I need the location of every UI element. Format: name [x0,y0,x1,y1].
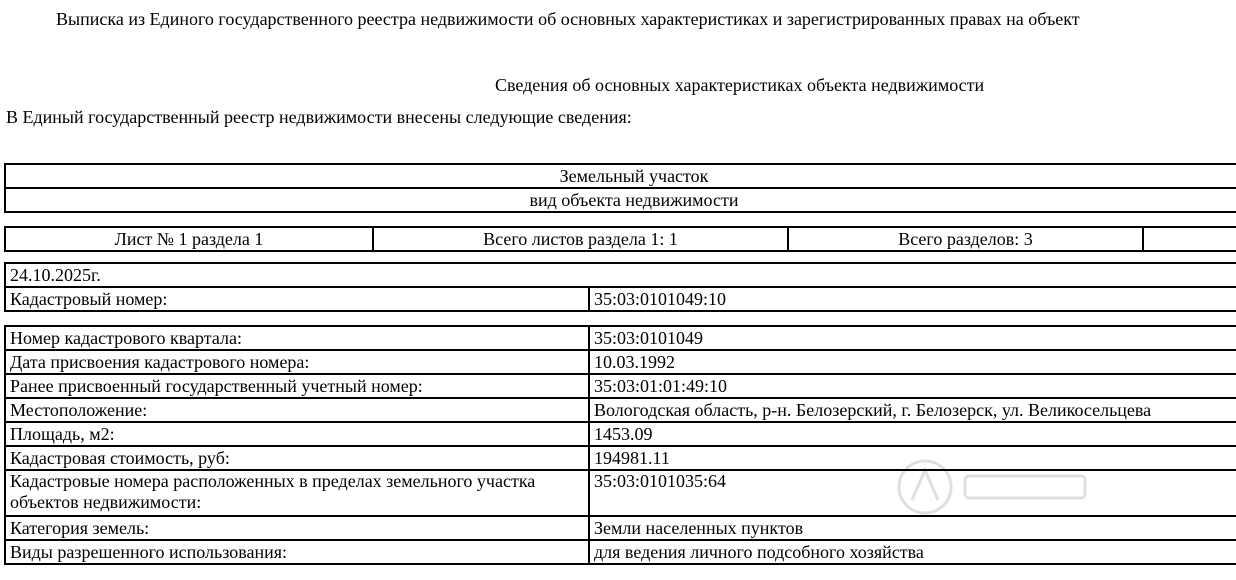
row-value: 1453.09 [589,422,1236,446]
object-type-caption: вид объекта недвижимости [5,188,1236,212]
row-label: Дата присвоения кадастрового номера: [5,350,589,374]
sheets-extra-cell [1143,227,1236,251]
total-sheets: Всего листов раздела 1: 1 [373,227,788,251]
row-value: Земли населенных пунктов [589,516,1236,540]
table-row [5,540,1236,564]
row-label: Кадастровые номера расположенных в пределах земельного участка объектов недвижимости: [5,470,589,516]
table-row [5,326,1236,350]
cadastral-number-label: Кадастровый номер: [5,287,589,311]
table-row [5,350,1236,374]
total-sections: Всего разделов: 3 [788,227,1143,251]
cadastral-table [4,262,1236,312]
row-label: Ранее присвоенный государственный учетный номер: [5,374,589,398]
row-label: Кадастровая стоимость, руб: [5,446,589,470]
row-value: Вологодская область, р-н. Белозерский, г. Белозерск, ул. Великосельцева [589,398,1236,422]
row-label: Номер кадастрового квартала: [5,326,589,350]
row-label: Площадь, м2: [5,422,589,446]
table-row [5,470,1236,516]
intro-text: В Единый государственный реестр недвижимости внесены следующие сведения: [6,107,632,127]
row-label: Категория земель: [5,516,589,540]
section-title: Сведения об основных характеристиках объекта недвижимости [495,75,985,95]
table-row [5,398,1236,422]
table-row [5,516,1236,540]
sheet-number: Лист № 1 раздела 1 [5,227,373,251]
row-value: 194981.11 [589,446,1236,470]
table-row [5,374,1236,398]
extract-date: 24.10.2025г. [5,263,1236,287]
row-label: Местоположение: [5,398,589,422]
document-title: Выписка из Единого государственного реестра недвижимости об основных характеристиках и зарегистрированных правах на объект [56,9,1080,29]
cadastral-number-value: 35:03:0101049:10 [589,287,1236,311]
table-row [5,422,1236,446]
row-value: для ведения личного подсобного хозяйства [589,540,1236,564]
characteristics-table [4,325,1236,565]
table-row [5,446,1236,470]
row-value: 10.03.1992 [589,350,1236,374]
object-type: Земельный участок [5,164,1236,188]
row-value: 35:03:0101049 [589,326,1236,350]
row-label: Виды разрешенного использования: [5,540,589,564]
sheets-table [4,226,1236,252]
object-type-table [4,163,1236,213]
row-value: 35:03:01:01:49:10 [589,374,1236,398]
row-value: 35:03:0101035:64 [589,470,1236,516]
